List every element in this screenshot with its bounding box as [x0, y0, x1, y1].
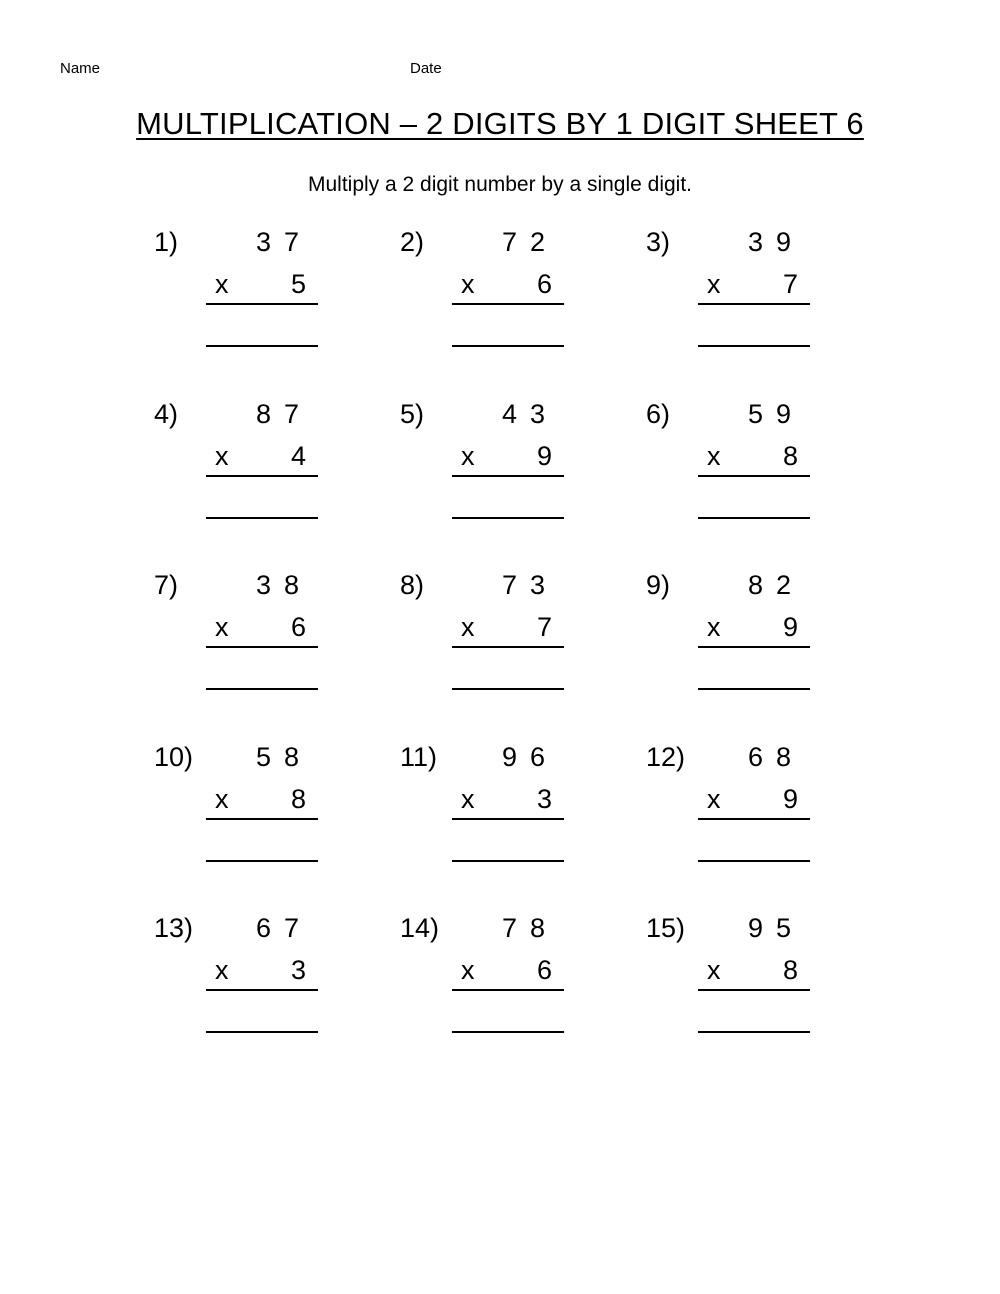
problem-number: 6) — [646, 399, 671, 429]
problem-rule — [452, 818, 564, 820]
problem-number: 3) — [646, 227, 671, 257]
problem-rule — [698, 818, 810, 820]
multiply-sign: x — [707, 784, 721, 814]
multiplicand: 87 — [255, 399, 312, 429]
answer-line[interactable] — [452, 860, 564, 862]
problem-14 — [400, 912, 580, 1052]
multiply-sign: x — [215, 269, 229, 299]
answer-line[interactable] — [206, 1031, 318, 1033]
problem-rule — [206, 646, 318, 648]
answer-line[interactable] — [698, 1031, 810, 1033]
multiplier: 7 — [782, 269, 798, 299]
worksheet-instructions: Multiply a 2 digit number by a single digit. — [307, 173, 693, 196]
answer-line[interactable] — [206, 688, 318, 690]
multiply-sign: x — [461, 441, 475, 471]
multiply-sign: x — [215, 784, 229, 814]
multiplicand: 96 — [501, 742, 558, 772]
problem-7 — [154, 569, 334, 709]
problem-number: 14) — [400, 913, 440, 943]
multiply-sign: x — [215, 612, 229, 642]
multiplier: 3 — [536, 784, 552, 814]
multiplier: 6 — [536, 269, 552, 299]
multiplicand: 39 — [747, 227, 804, 257]
problem-11 — [400, 741, 580, 881]
multiply-sign: x — [707, 955, 721, 985]
answer-line[interactable] — [452, 517, 564, 519]
multiply-sign: x — [461, 612, 475, 642]
problem-rule — [698, 646, 810, 648]
answer-line[interactable] — [452, 345, 564, 347]
multiply-sign: x — [707, 269, 721, 299]
multiply-sign: x — [461, 784, 475, 814]
multiplicand: 95 — [747, 913, 804, 943]
problem-number: 4) — [154, 399, 179, 429]
problem-6 — [646, 398, 826, 538]
problem-15 — [646, 912, 826, 1052]
problem-rule — [452, 646, 564, 648]
problem-9 — [646, 569, 826, 709]
problem-rule — [452, 303, 564, 305]
problem-number: 8) — [400, 570, 425, 600]
problem-number: 5) — [400, 399, 425, 429]
problem-1 — [154, 226, 334, 366]
multiplier: 6 — [536, 955, 552, 985]
date-label: Date — [410, 60, 442, 77]
problem-12 — [646, 741, 826, 881]
problem-rule — [206, 989, 318, 991]
answer-line[interactable] — [698, 860, 810, 862]
multiply-sign: x — [461, 955, 475, 985]
multiplicand: 43 — [501, 399, 558, 429]
multiplicand: 72 — [501, 227, 558, 257]
answer-line[interactable] — [206, 517, 318, 519]
answer-line[interactable] — [698, 345, 810, 347]
multiplier: 8 — [782, 955, 798, 985]
problem-13 — [154, 912, 334, 1052]
problem-2 — [400, 226, 580, 366]
multiplicand: 82 — [747, 570, 804, 600]
problem-number: 12) — [646, 742, 686, 772]
multiplier: 8 — [290, 784, 306, 814]
multiplicand: 73 — [501, 570, 558, 600]
multiply-sign: x — [215, 441, 229, 471]
problem-rule — [206, 818, 318, 820]
problem-rule — [452, 475, 564, 477]
problem-5 — [400, 398, 580, 538]
multiplier: 6 — [290, 612, 306, 642]
name-label: Name — [60, 60, 101, 77]
problem-number: 13) — [154, 913, 194, 943]
worksheet-title: MULTIPLICATION – 2 DIGITS BY 1 DIGIT SHEET 6 — [136, 106, 864, 141]
multiplicand: 59 — [747, 399, 804, 429]
problem-rule — [698, 303, 810, 305]
multiplicand: 58 — [255, 742, 312, 772]
answer-line[interactable] — [698, 517, 810, 519]
problem-rule — [206, 475, 318, 477]
multiplier: 9 — [782, 784, 798, 814]
problem-rule — [698, 475, 810, 477]
problem-number: 10) — [154, 742, 194, 772]
problem-10 — [154, 741, 334, 881]
problem-rule — [206, 303, 318, 305]
problem-rule — [698, 989, 810, 991]
answer-line[interactable] — [206, 860, 318, 862]
problem-number: 15) — [646, 913, 686, 943]
problem-number: 7) — [154, 570, 179, 600]
multiplier: 8 — [782, 441, 798, 471]
problem-number: 2) — [400, 227, 425, 257]
problem-4 — [154, 398, 334, 538]
multiply-sign: x — [707, 612, 721, 642]
multiplier: 3 — [290, 955, 306, 985]
multiplicand: 37 — [255, 227, 312, 257]
multiply-sign: x — [461, 269, 475, 299]
answer-line[interactable] — [206, 345, 318, 347]
answer-line[interactable] — [698, 688, 810, 690]
multiplier: 4 — [290, 441, 306, 471]
multiplier: 9 — [782, 612, 798, 642]
multiplier: 9 — [536, 441, 552, 471]
answer-line[interactable] — [452, 688, 564, 690]
problem-8 — [400, 569, 580, 709]
multiplier: 5 — [290, 269, 306, 299]
multiply-sign: x — [707, 441, 721, 471]
problem-3 — [646, 226, 826, 366]
problem-number: 9) — [646, 570, 671, 600]
multiplicand: 78 — [501, 913, 558, 943]
multiplicand: 38 — [255, 570, 312, 600]
problem-rule — [452, 989, 564, 991]
multiplicand: 67 — [255, 913, 312, 943]
answer-line[interactable] — [452, 1031, 564, 1033]
multiply-sign: x — [215, 955, 229, 985]
multiplier: 7 — [536, 612, 552, 642]
problem-number: 11) — [400, 742, 438, 772]
problem-number: 1) — [154, 227, 179, 257]
multiplicand: 68 — [747, 742, 804, 772]
